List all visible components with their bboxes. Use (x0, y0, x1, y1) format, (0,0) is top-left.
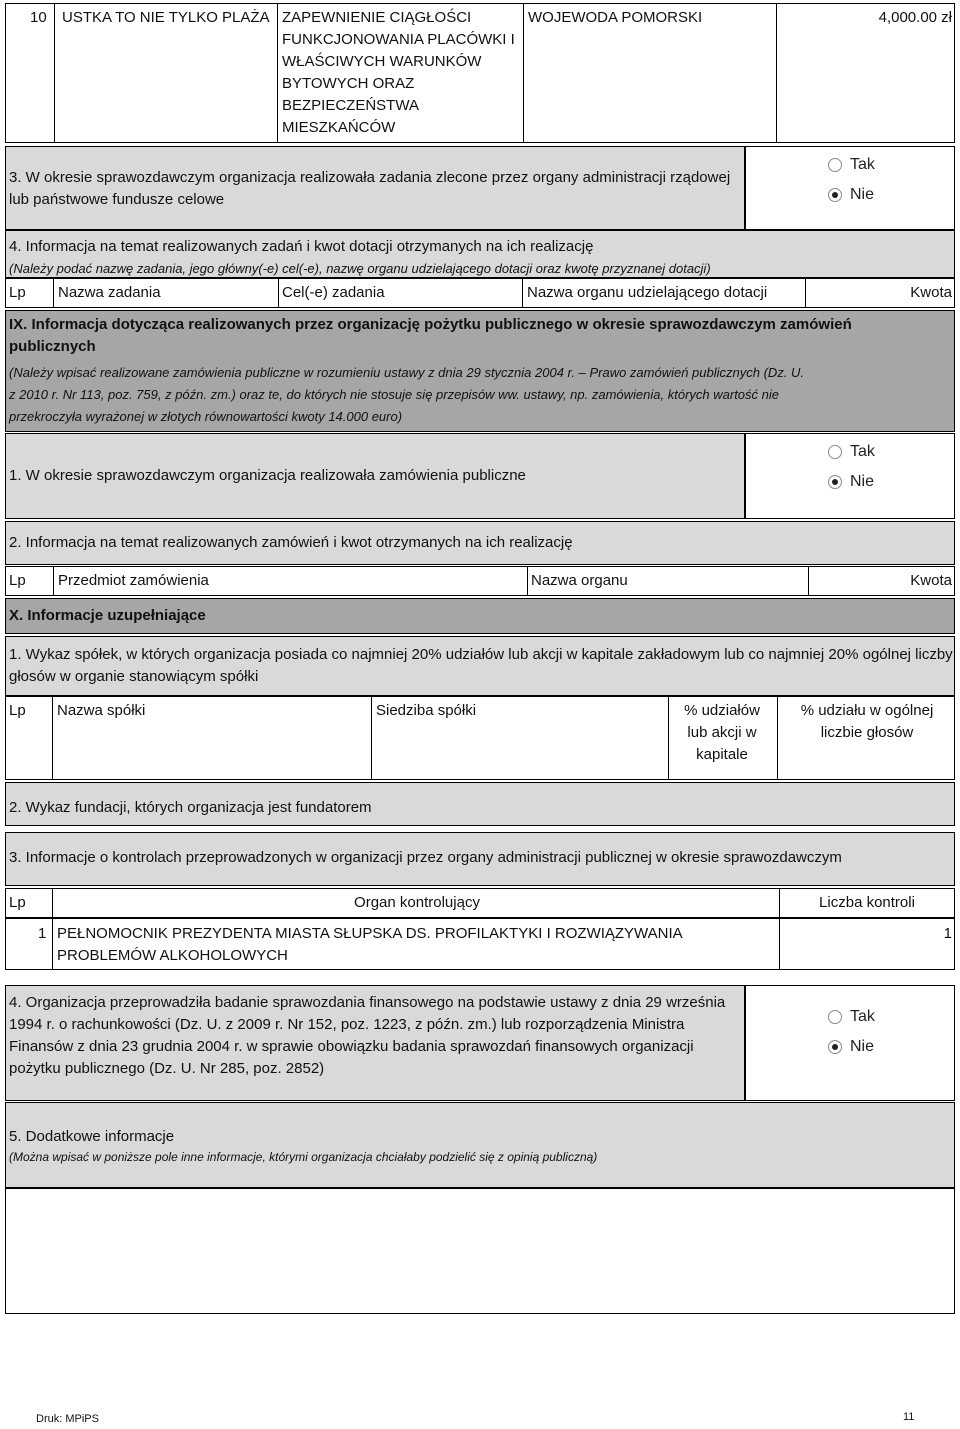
radio-checked-icon[interactable] (828, 475, 842, 489)
radio-checked-icon[interactable] (828, 188, 842, 202)
x-q2-text: 2. Wykaz fundacji, których organizacja jest fundatorem (9, 799, 372, 816)
x-q3-text: 3. Informacje o kontrolach przeprowadzonych w organizacji przez organy administracji publicznej w okresie sprawozdawczym (9, 849, 842, 866)
q4-note: (Należy podać nazwę zadania, jego główny(-e) cel(-e), nazwę organu udzielającego dotacji oraz kwotę przyznanej dotacji) (9, 261, 711, 276)
task-row-name: USTKA TO NIE TYLKO PLAŻA (62, 9, 270, 26)
col-divider (668, 696, 669, 780)
section-x-title: X. Informacje uzupełniające (9, 607, 206, 624)
x-q4-text: 4. Organizacja przeprowadziła badanie sprawozdania finansowego na podstawie ustawy z dnia 29 września 1994 r. o rachunkowości (Dz. U. z 2009 r. Nr 152, poz. 1223, z późn. zm.) lub rozporządzenia Ministra Finansów z dnia 23 grudnia 2004 r. w sprawie obowiązku badania sprawozdań finansowych organizacji pożytku publicznego (Dz. U. Nr 285, poz. 2852) (9, 994, 726, 1077)
radio-unchecked-icon[interactable] (828, 1010, 842, 1024)
col-divider (52, 696, 53, 780)
x-q3-row-lp: 1 (38, 925, 47, 942)
x-q3-row-organ: PEŁNOMOCNIK PREZYDENTA MIASTA SŁUPSKA DS. PROFILAKTYKI I ROZWIĄZYWANIA PROBLEMÓW ALKOHOLOWYCH (57, 925, 682, 964)
x-q1-header-votes: % udziału w ogólnej liczbie głosów (800, 702, 934, 741)
x-q5-title: 5. Dodatkowe informacje (9, 1128, 175, 1145)
col-divider (277, 3, 278, 143)
x-q1-header-seat: Siedziba spółki (376, 702, 477, 719)
q4-title: 4. Informacja na temat realizowanych zadań i kwot dotacji otrzymanych na ich realizację (9, 238, 594, 255)
q3-option-tak[interactable] (828, 150, 875, 180)
col-divider (523, 3, 524, 143)
col-divider (776, 3, 777, 143)
section-ix-title: IX. Informacja dotycząca realizowanych przez organizację pożytku publicznego w okresie sprawozdawczym zamówień publicznych (9, 316, 852, 355)
ix-q1-radio-group (828, 437, 875, 497)
q3-radio-group (828, 150, 875, 210)
ix-q1-option-label: Nie (850, 473, 875, 490)
x-q3-header-organ: Organ kontrolujący (354, 894, 480, 911)
col-divider (805, 278, 806, 308)
ix-q1-option-label: Tak (850, 443, 875, 460)
q4-header-name: Nazwa zadania (58, 284, 161, 301)
q3-option-nie[interactable] (828, 180, 875, 210)
x-q4-option-tak[interactable] (828, 1002, 875, 1032)
col-divider (52, 888, 53, 918)
x-q3-header-count: Liczba kontroli (819, 894, 915, 911)
x-q1-header-lp: Lp (9, 702, 26, 719)
ix-q1-option-nie[interactable] (828, 467, 875, 497)
col-divider (53, 278, 54, 308)
x-q3-row-count: 1 (943, 925, 952, 942)
q4-header-amount: Kwota (910, 284, 952, 301)
col-divider (808, 566, 809, 596)
radio-unchecked-icon[interactable] (828, 158, 842, 172)
col-divider (522, 278, 523, 308)
x-q1-header-name: Nazwa spółki (57, 702, 146, 719)
col-divider (53, 566, 54, 596)
x-q3-header-lp: Lp (9, 894, 26, 911)
col-divider (777, 696, 778, 780)
ix-q2-header-amount: Kwota (910, 572, 952, 589)
x-q4-radio-group (828, 1002, 875, 1062)
ix-q1-option-tak[interactable] (828, 437, 875, 467)
x-q4-option-label: Tak (850, 1008, 875, 1025)
x-q4-option-nie[interactable] (828, 1032, 875, 1062)
radio-checked-icon[interactable] (828, 1040, 842, 1054)
x-q1-header-shares: % udziałów lub akcji w kapitale (684, 702, 760, 763)
q4-header-organ: Nazwa organu udzielającego dotacji (527, 284, 768, 301)
task-row-lp: 10 (30, 9, 47, 26)
q4-header-goal: Cel(-e) zadania (282, 284, 385, 301)
q3-option-label: Tak (850, 156, 875, 173)
ix-q1-text: 1. W okresie sprawozdawczym organizacja realizowała zamówienia publiczne (9, 467, 526, 484)
col-divider (779, 888, 780, 918)
radio-unchecked-icon[interactable] (828, 445, 842, 459)
ix-q2-text: 2. Informacja na temat realizowanych zamówień i kwot otrzymanych na ich realizację (9, 534, 573, 551)
footer-page-number: 11 (903, 1411, 915, 1423)
col-divider (371, 696, 372, 780)
col-divider (52, 918, 53, 970)
section-ix-note-3: przekroczyła wyrażonej w złotych równowartości kwoty 14.000 euro) (9, 409, 403, 424)
task-row-organ: WOJEWODA POMORSKI (528, 9, 703, 26)
task-row-goal: ZAPEWNIENIE CIĄGŁOŚCI FUNKCJONOWANIA PLACÓWKI I WŁAŚCIWYCH WARUNKÓW BYTOWYCH ORAZ BEZPIECZEŃSTWA MIESZKAŃCÓW (282, 9, 515, 136)
section-ix-note-2: z 2010 r. Nr 113, poz. 759, z późn. zm.) oraz te, do których nie stosuje się przepisów ww. ustawy, np. zamówienia, których wartość nie (9, 387, 779, 402)
ix-q2-header-subject: Przedmiot zamówienia (58, 572, 209, 589)
x-q5-textarea[interactable] (5, 1188, 955, 1314)
q3-option-label: Nie (850, 186, 875, 203)
q3-text: 3. W okresie sprawozdawczym organizacja realizowała zadania zlecone przez organy administracji rządowej lub państwowe fundusze celowe (9, 169, 731, 208)
x-q1-text: 1. Wykaz spółek, w których organizacja posiada co najmniej 20% udziałów lub akcji w kapitale zakładowym lub co najmniej 20% ogólnej liczby głosów w organie stanowiącym spółki (9, 646, 953, 685)
ix-q2-header-lp: Lp (9, 572, 26, 589)
col-divider (527, 566, 528, 596)
section-ix-note-1: (Należy wpisać realizowane zamówienia publiczne w rozumieniu ustawy z dnia 29 stycznia 2004 r. – Prawo zamówień publicznych (Dz. U. (9, 365, 805, 380)
col-divider (779, 918, 780, 970)
x-q5-note: (Można wpisać w poniższe pole inne informacje, którymi organizacja chciałaby podzielić się z opinią publiczną) (9, 1150, 598, 1164)
q4-header-lp: Lp (9, 284, 26, 301)
ix-q2-header-organ: Nazwa organu (531, 572, 628, 589)
task-row-amount: 4,000.00 zł (878, 9, 952, 26)
col-divider (278, 278, 279, 308)
footer-print-label: Druk: MPiPS (36, 1413, 99, 1425)
x-q4-option-label: Nie (850, 1038, 875, 1055)
